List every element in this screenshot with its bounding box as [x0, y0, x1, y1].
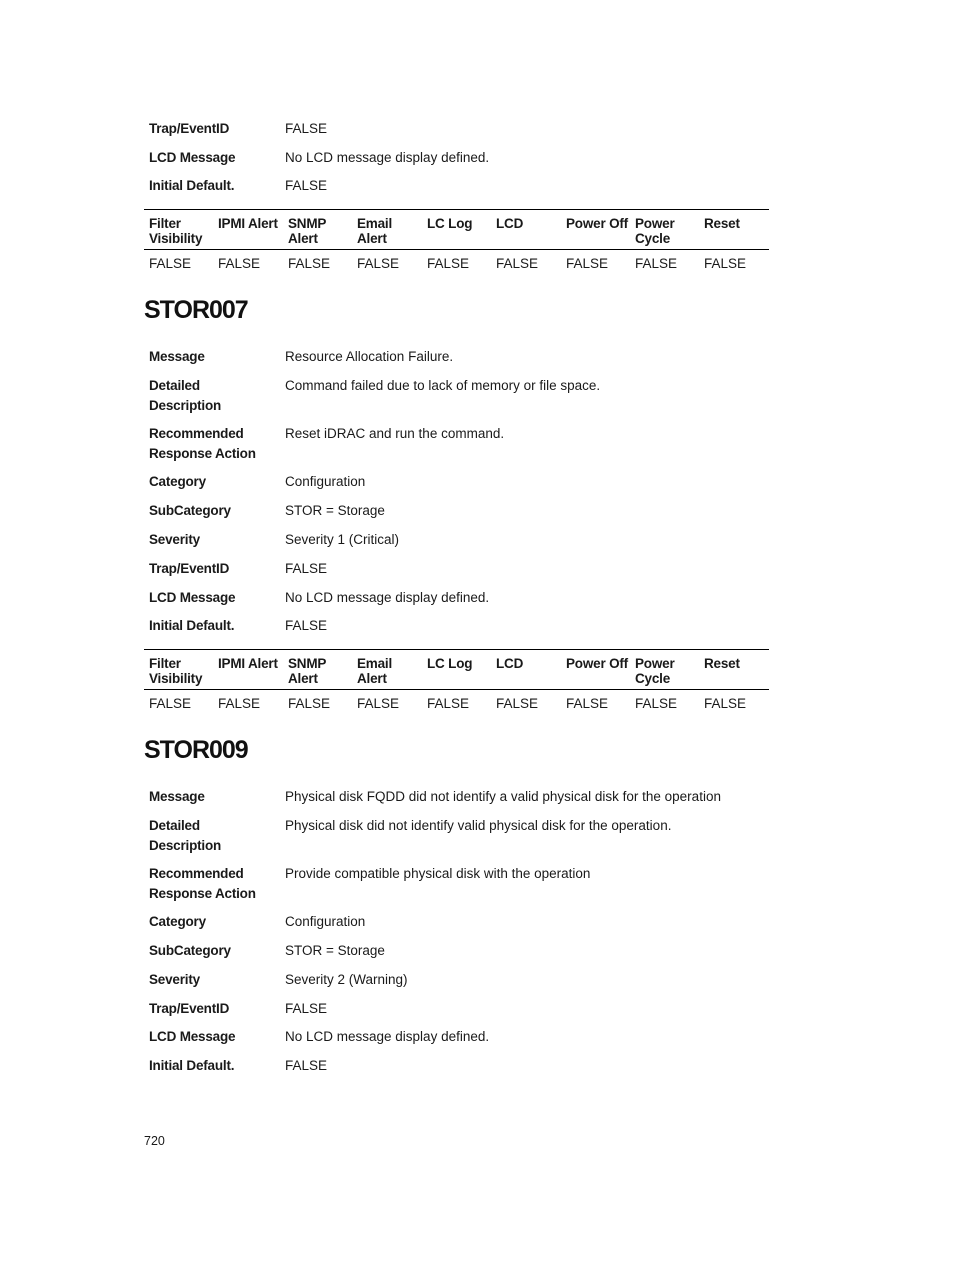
filter-header-cell: Email Alert — [357, 216, 393, 246]
filter-header-cell: Power Cycle — [635, 656, 675, 686]
filter-header-cell: Reset — [704, 656, 740, 671]
field-label: Severity — [149, 532, 200, 547]
filter-value-cell: FALSE — [635, 256, 678, 271]
field-value: FALSE — [285, 1058, 328, 1073]
filter-header-cell: Power Cycle — [635, 216, 675, 246]
filter-header-cell: LC Log — [427, 216, 473, 231]
filter-header-cell: Power Off — [566, 656, 628, 671]
filter-header-cell: Reset — [704, 216, 740, 231]
field-value: FALSE — [285, 618, 328, 633]
field-value: Severity 1 (Critical) — [285, 532, 400, 547]
filter-value-cell: FALSE — [566, 696, 609, 711]
field-label: Trap/EventID — [149, 121, 230, 136]
field-label: Message — [149, 349, 205, 364]
filter-table-header — [144, 210, 769, 250]
filter-value-cell: FALSE — [149, 696, 192, 711]
field-label: SubCategory — [149, 503, 231, 518]
field-label: Initial Default. — [149, 618, 235, 633]
field-value: Command failed due to lack of memory or file space. — [285, 378, 601, 393]
stor007-filter-table — [144, 649, 769, 720]
filter-header-cell: LC Log — [427, 656, 473, 671]
filter-header-cell: Email Alert — [357, 656, 393, 686]
field-label: Recommended Response Action — [149, 426, 256, 461]
field-label: Trap/EventID — [149, 561, 230, 576]
filter-value-cell: FALSE — [635, 696, 678, 711]
filter-value-cell: FALSE — [704, 696, 747, 711]
filter-table-row — [144, 250, 769, 280]
filter-value-cell: FALSE — [288, 696, 331, 711]
field-value: Severity 2 (Warning) — [285, 972, 408, 987]
field-label: LCD Message — [149, 1029, 236, 1044]
field-label: Category — [149, 914, 206, 929]
field-label: Recommended Response Action — [149, 866, 256, 901]
field-value: No LCD message display defined. — [285, 1029, 490, 1044]
field-value: No LCD message display defined. — [285, 590, 490, 605]
filter-header-cell: LCD — [496, 216, 524, 231]
filter-value-cell: FALSE — [427, 696, 470, 711]
field-value: STOR = Storage — [285, 503, 385, 518]
filter-value-cell: FALSE — [149, 256, 192, 271]
field-label: Detailed Description — [149, 818, 222, 853]
field-label: LCD Message — [149, 150, 236, 165]
filter-table-header — [144, 650, 769, 690]
filter-header-cell: Power Off — [566, 216, 628, 231]
field-value: FALSE — [285, 1001, 328, 1016]
field-label: LCD Message — [149, 590, 236, 605]
section-title-stor009: STOR009 — [144, 736, 248, 764]
filter-header-cell: SNMP Alert — [288, 216, 326, 246]
filter-header-cell: IPMI Alert — [218, 656, 278, 671]
field-label: Category — [149, 474, 206, 489]
field-label: Message — [149, 789, 205, 804]
field-value: No LCD message display defined. — [285, 150, 490, 165]
filter-header-cell: Filter Visibility — [149, 216, 203, 246]
field-label: Trap/EventID — [149, 1001, 230, 1016]
field-value: FALSE — [285, 178, 328, 193]
filter-value-cell: FALSE — [218, 256, 261, 271]
field-value: Resource Allocation Failure. — [285, 349, 454, 364]
filter-value-cell: FALSE — [427, 256, 470, 271]
field-value: Configuration — [285, 914, 366, 929]
filter-value-cell: FALSE — [566, 256, 609, 271]
field-label: Initial Default. — [149, 178, 235, 193]
section-title-stor007: STOR007 — [144, 296, 248, 324]
field-value: Physical disk did not identify valid physical disk for the operation. — [285, 818, 672, 833]
filter-table-row — [144, 690, 769, 720]
field-label: Initial Default. — [149, 1058, 235, 1073]
field-value: FALSE — [285, 561, 328, 576]
filter-value-cell: FALSE — [496, 256, 539, 271]
filter-header-cell: SNMP Alert — [288, 656, 326, 686]
field-value: STOR = Storage — [285, 943, 385, 958]
field-value: Provide compatible physical disk with the operation — [285, 866, 591, 881]
field-label: Severity — [149, 972, 200, 987]
field-label: Detailed Description — [149, 378, 222, 413]
page-number: 720 — [144, 1134, 165, 1148]
filter-header-cell: IPMI Alert — [218, 216, 278, 231]
filter-header-cell: LCD — [496, 656, 524, 671]
field-label: SubCategory — [149, 943, 231, 958]
filter-header-cell: Filter Visibility — [149, 656, 203, 686]
field-value: Reset iDRAC and run the command. — [285, 426, 505, 441]
filter-value-cell: FALSE — [496, 696, 539, 711]
filter-value-cell: FALSE — [704, 256, 747, 271]
filter-value-cell: FALSE — [357, 696, 400, 711]
field-value: Configuration — [285, 474, 366, 489]
top-filter-table — [144, 209, 769, 280]
field-value: Physical disk FQDD did not identify a valid physical disk for the operation — [285, 789, 721, 804]
filter-value-cell: FALSE — [357, 256, 400, 271]
filter-value-cell: FALSE — [218, 696, 261, 711]
field-value: FALSE — [285, 121, 328, 136]
filter-value-cell: FALSE — [288, 256, 331, 271]
